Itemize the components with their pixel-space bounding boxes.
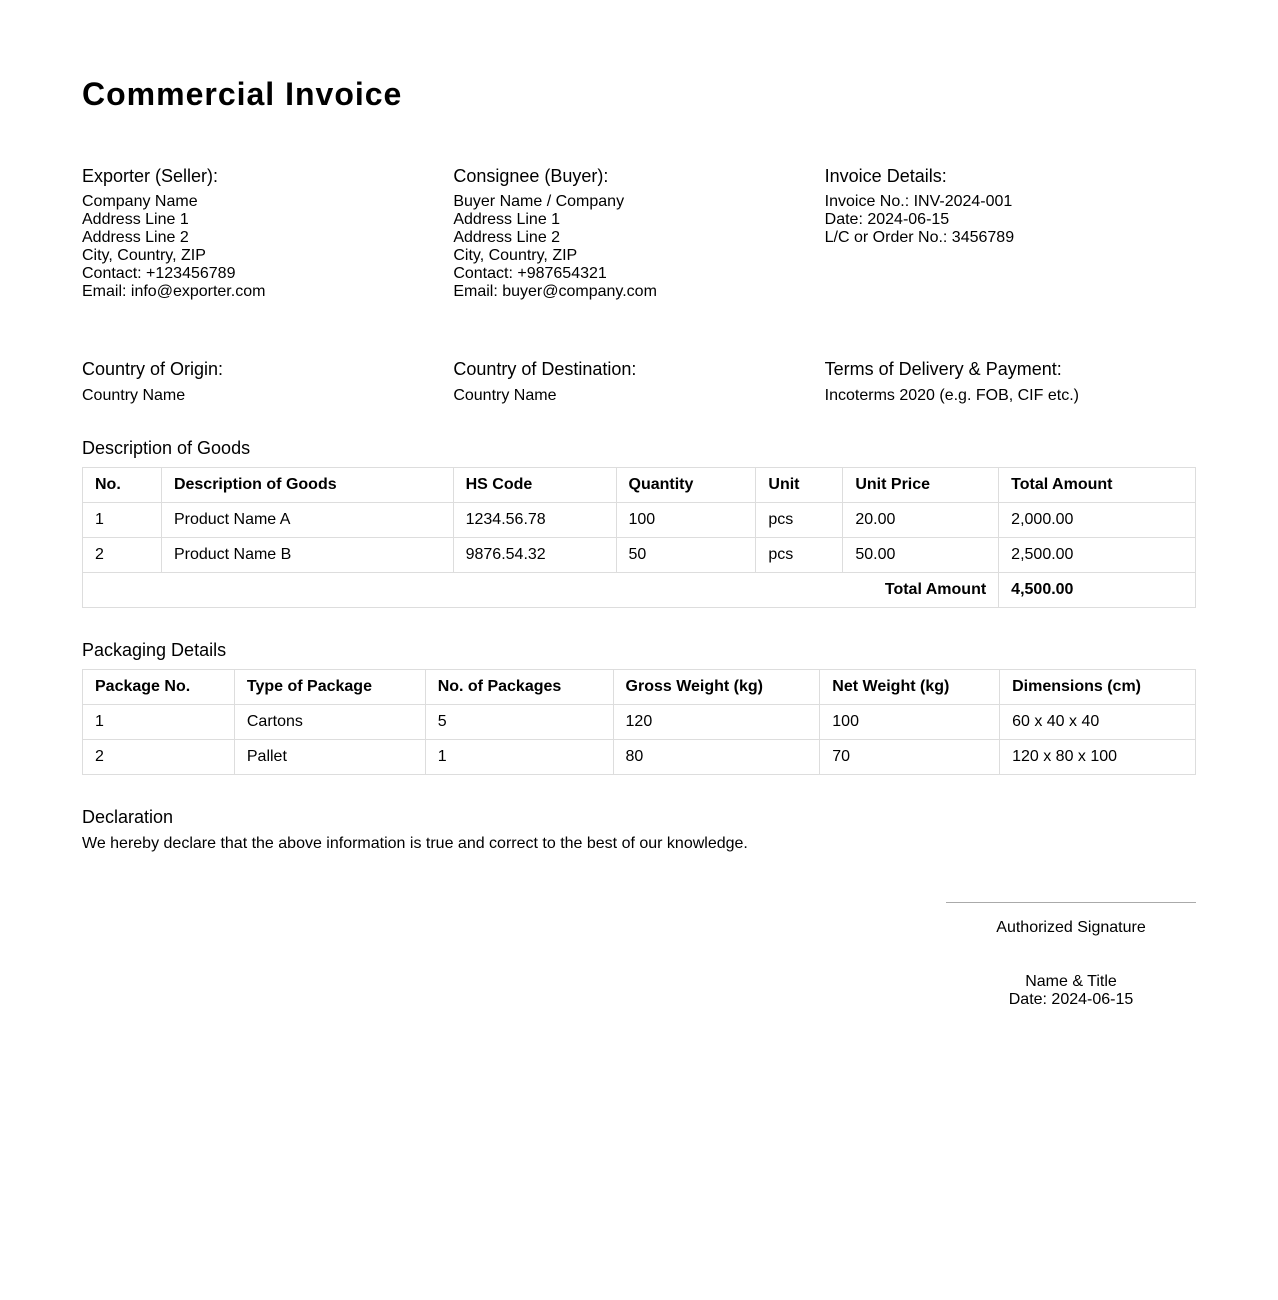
declaration-text: We hereby declare that the above information is true and correct to the best of our knowledge. <box>82 835 748 852</box>
invoice-date: Date: 2024-06-15 <box>824 211 950 228</box>
exporter-city: City, Country, ZIP <box>82 247 206 264</box>
parties-section <box>82 165 1196 301</box>
col-header-hs-code: HS Code <box>453 468 616 503</box>
cell-dimensions: 60 x 40 x 40 <box>1000 705 1196 740</box>
col-header-gross-weight: Gross Weight (kg) <box>613 670 820 705</box>
packaging-header-row <box>83 670 1196 705</box>
consignee-address-1: Address Line 1 <box>453 211 561 228</box>
col-header-unit-price: Unit Price <box>843 468 999 503</box>
total-amount-value: 4,500.00 <box>999 573 1196 608</box>
signature-name-title: Name & Title <box>1025 973 1117 990</box>
cell-unit: pcs <box>756 538 843 573</box>
table-row <box>83 740 1196 775</box>
goods-header-row <box>83 468 1196 503</box>
col-header-package-type: Type of Package <box>234 670 425 705</box>
col-header-package-no: Package No. <box>83 670 235 705</box>
signature-block <box>946 902 1196 1009</box>
invoice-details-heading: Invoice Details: <box>824 166 947 186</box>
exporter-block <box>82 165 453 301</box>
cell-dimensions: 120 x 80 x 100 <box>1000 740 1196 775</box>
goods-total-row <box>83 573 1196 608</box>
cell-package-no: 1 <box>83 705 235 740</box>
col-header-net-weight: Net Weight (kg) <box>820 670 1000 705</box>
cell-quantity: 50 <box>616 538 756 573</box>
consignee-address-2: Address Line 2 <box>453 229 561 246</box>
exporter-email: Email: info@exporter.com <box>82 283 266 300</box>
declaration-title: Declaration <box>82 807 174 827</box>
destination-value: Country Name <box>453 387 557 404</box>
consignee-contact: Contact: +987654321 <box>453 265 607 282</box>
exporter-address-2: Address Line 2 <box>82 229 189 246</box>
col-header-quantity: Quantity <box>616 468 756 503</box>
order-number: L/C or Order No.: 3456789 <box>824 229 1015 246</box>
col-header-unit: Unit <box>756 468 843 503</box>
cell-package-count: 5 <box>425 705 613 740</box>
destination-heading: Country of Destination: <box>453 359 637 379</box>
total-amount-label: Total Amount <box>83 573 999 608</box>
page-title: Commercial Invoice <box>82 76 403 112</box>
col-header-total-amount: Total Amount <box>999 468 1196 503</box>
cell-package-count: 1 <box>425 740 613 775</box>
consignee-block <box>453 165 824 301</box>
terms-block <box>825 358 1196 406</box>
cell-net-weight: 70 <box>820 740 1000 775</box>
destination-block <box>453 358 824 406</box>
packaging-section-title: Packaging Details <box>82 640 227 660</box>
origin-block <box>82 358 453 406</box>
origin-value: Country Name <box>82 387 186 404</box>
terms-value: Incoterms 2020 (e.g. FOB, CIF etc.) <box>824 387 1079 404</box>
consignee-heading: Consignee (Buyer): <box>453 166 609 186</box>
cell-no: 1 <box>83 503 162 538</box>
cell-description: Product Name B <box>161 538 453 573</box>
cell-no: 2 <box>83 538 162 573</box>
cell-unit: pcs <box>756 503 843 538</box>
table-row <box>83 503 1196 538</box>
exporter-company: Company Name <box>82 193 198 210</box>
cell-net-weight: 100 <box>820 705 1000 740</box>
col-header-dimensions: Dimensions (cm) <box>1000 670 1196 705</box>
cell-gross-weight: 120 <box>613 705 820 740</box>
consignee-city: City, Country, ZIP <box>453 247 578 264</box>
cell-quantity: 100 <box>616 503 756 538</box>
packaging-table <box>82 669 1196 775</box>
invoice-details-block <box>825 165 1196 301</box>
cell-total-amount: 2,000.00 <box>999 503 1196 538</box>
cell-gross-weight: 80 <box>613 740 820 775</box>
table-row <box>83 538 1196 573</box>
goods-section-title: Description of Goods <box>82 438 251 458</box>
cell-package-no: 2 <box>83 740 235 775</box>
cell-unit-price: 20.00 <box>843 503 999 538</box>
exporter-address-1: Address Line 1 <box>82 211 189 228</box>
table-row <box>83 705 1196 740</box>
origin-heading: Country of Origin: <box>82 359 224 379</box>
cell-total-amount: 2,500.00 <box>999 538 1196 573</box>
invoice-number: Invoice No.: INV-2024-001 <box>824 193 1013 210</box>
signature-label: Authorized Signature <box>996 919 1146 936</box>
cell-hs-code: 1234.56.78 <box>453 503 616 538</box>
col-header-description: Description of Goods <box>161 468 453 503</box>
cell-package-type: Pallet <box>234 740 425 775</box>
consignee-email: Email: buyer@company.com <box>453 283 657 300</box>
cell-unit-price: 50.00 <box>843 538 999 573</box>
goods-table <box>82 467 1196 608</box>
cell-hs-code: 9876.54.32 <box>453 538 616 573</box>
signature-date: Date: 2024-06-15 <box>1008 991 1134 1008</box>
signature-line <box>946 902 1196 903</box>
exporter-heading: Exporter (Seller): <box>82 166 219 186</box>
col-header-no: No. <box>83 468 162 503</box>
cell-description: Product Name A <box>161 503 453 538</box>
exporter-contact: Contact: +123456789 <box>82 265 236 282</box>
col-header-package-count: No. of Packages <box>425 670 613 705</box>
terms-heading: Terms of Delivery & Payment: <box>824 359 1062 379</box>
consignee-company: Buyer Name / Company <box>453 193 625 210</box>
shipping-terms-section <box>82 358 1196 406</box>
cell-package-type: Cartons <box>234 705 425 740</box>
